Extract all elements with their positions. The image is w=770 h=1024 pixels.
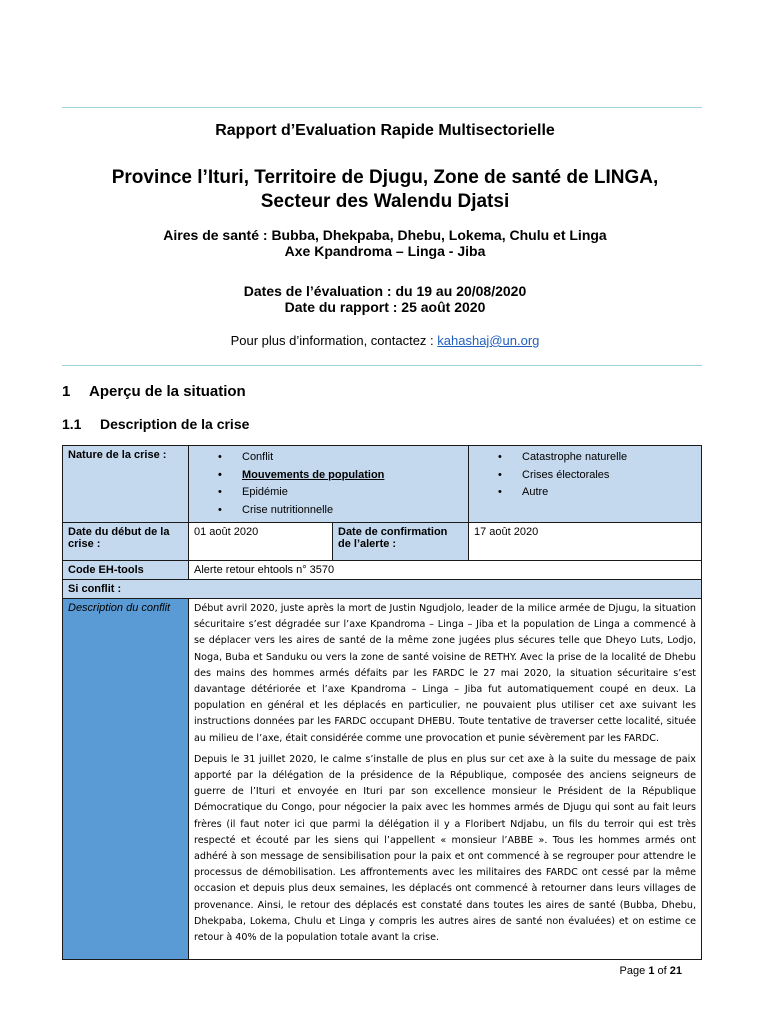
start-date-value: 01 août 2020	[189, 523, 333, 561]
si-conflit-label: Si conflit :	[63, 580, 702, 599]
dates-block	[0, 283, 770, 315]
header-bottom-rule	[62, 365, 702, 366]
aires-line-1: Aires de santé : Bubba, Dhekpaba, Dhebu, Lokema, Chulu et Linga	[163, 227, 607, 243]
conflict-description-row	[63, 599, 702, 960]
dates-row	[63, 523, 702, 561]
province-heading	[0, 166, 770, 214]
nature-item: • Crise nutritionnelle	[194, 502, 463, 520]
nature-left-cell	[189, 446, 469, 523]
section-1-1-title: Description de la crise	[100, 416, 250, 432]
confirm-date-label: Date de confirmation de l’alerte :	[333, 523, 469, 561]
nature-right-list	[474, 449, 696, 502]
report-title: Rapport d’Evaluation Rapide Multisectorielle	[215, 122, 555, 139]
aires-line-2: Axe Kpandroma – Linga - Jiba	[284, 243, 486, 259]
ehtools-value: Alerte retour ehtools n° 3570	[189, 561, 702, 580]
page-number: 1	[648, 965, 655, 977]
page-total: 21	[669, 965, 682, 977]
contact-prefix: Pour plus d’information, contactez :	[230, 333, 438, 348]
province-line-1: Province l’Ituri, Territoire de Djugu, Zone de santé de LINGA,	[111, 167, 659, 188]
province-line-2: Secteur des Walendu Djatsi	[260, 191, 510, 212]
section-1-1-heading	[62, 416, 249, 432]
nature-left-list	[194, 449, 463, 519]
section-1-number: 1	[62, 383, 71, 400]
contact-line	[0, 333, 770, 348]
confirm-date-value: 17 août 2020	[469, 523, 702, 561]
report-date: Date du rapport : 25 août 2020	[284, 299, 486, 315]
nature-item: • Crises électorales	[474, 467, 696, 485]
conflict-description-label: Description du conflit	[63, 599, 189, 960]
section-1-heading	[62, 383, 246, 400]
page-of: of	[657, 965, 667, 977]
crisis-table	[62, 445, 702, 960]
si-conflit-row	[63, 580, 702, 599]
page-label: Page	[619, 965, 646, 977]
evaluation-dates: Dates de l’évaluation : du 19 au 20/08/2020	[243, 283, 527, 299]
contact-email-link[interactable]: kahashaj@un.org	[437, 333, 540, 348]
nature-row	[63, 446, 702, 523]
section-1-1-number: 1.1	[62, 416, 82, 432]
top-rule	[62, 107, 702, 108]
nature-item: • Autre	[474, 484, 696, 502]
nature-item-selected: • Mouvements de population	[194, 467, 463, 485]
conflict-description-cell	[189, 599, 702, 960]
ehtools-label: Code EH-tools	[63, 561, 189, 580]
nature-label: Nature de la crise :	[63, 446, 189, 523]
start-date-label: Date du début de la crise :	[63, 523, 189, 561]
section-1-title: Aperçu de la situation	[89, 383, 246, 400]
nature-right-cell	[469, 446, 702, 523]
page-footer	[620, 965, 682, 977]
nature-item: • Epidémie	[194, 484, 463, 502]
ehtools-row	[63, 561, 702, 580]
nature-item: • Conflit	[194, 449, 463, 467]
conflict-paragraph-2: Depuis le 31 juillet 2020, le calme s’installe de plus en plus sur cet axe à la suite du message de paix apporté par la délégation de la présidence de la République, composée des anciens seigneurs de guerre de l’Ituri et envoyée en Ituri par son excellence monsieur le Président de la République Démocratique du Congo, pour négocier la paix avec les hommes armés de Djugu qui sont au fait leurs frères (il faut noter ici que parmi la délégation il y a Floribert Ndjabu, un fils du terroir qui est très respecté et écouté par les siens qui l’appellent « monsieur l’ABBE ». Tous les hommes armés ont adhéré à son message de sensibilisation pour la paix et ont commencé à se regrouper pour attendre le processus de démobilisation. Les affrontements avec les militaires des FARDC ont cessé par la même occasion et depuis plus deux semaines, les déplacés ont commencé à retourner dans leurs villages de provenance. Ainsi, le retour des déplacés est constaté dans toutes les aires de santé (Bubba, Dhebu, Dhekpaba, Lokema, Chulu et Linga y compris les autres aires de santé non évaluées) et on estime ce retour à 40% de la population totale avant la crise.	[194, 753, 696, 944]
nature-item: • Catastrophe naturelle	[474, 449, 696, 467]
conflict-paragraph-1: Début avril 2020, juste après la mort de Justin Ngudjolo, leader de la milice armée de Djugu, la situation sécuritaire s’est dégradée sur l’axe Kpandroma – Linga – Jiba et la population de Linga a commencé à se déplacer vers les aires de santé de la même zone jugées plus sécures telle que Dheyo Luts, Lodjo, Noga, Buba et Sanduku ou vers la zone de santé voisine de RETHY. Avec la prise de la localité de Dhebu des mains des hommes armés défaits par les FARDC le 27 mai 2020, la situation sécuritaire s’est davantage détériorée et l’axe Kpandroma – Linga – Jiba fut automatiquement coupé en deux. La population en général et les déplacés en particulier, ne pouvaient plus utiliser cet axe suivant les instructions données par les FARDC occupant DHEBU. Toute tentative de traverser cette localité, située au milieu de l’axe, était considérée comme une provocation et punie sévèrement par les FARDC.	[194, 603, 696, 744]
health-areas	[0, 227, 770, 259]
